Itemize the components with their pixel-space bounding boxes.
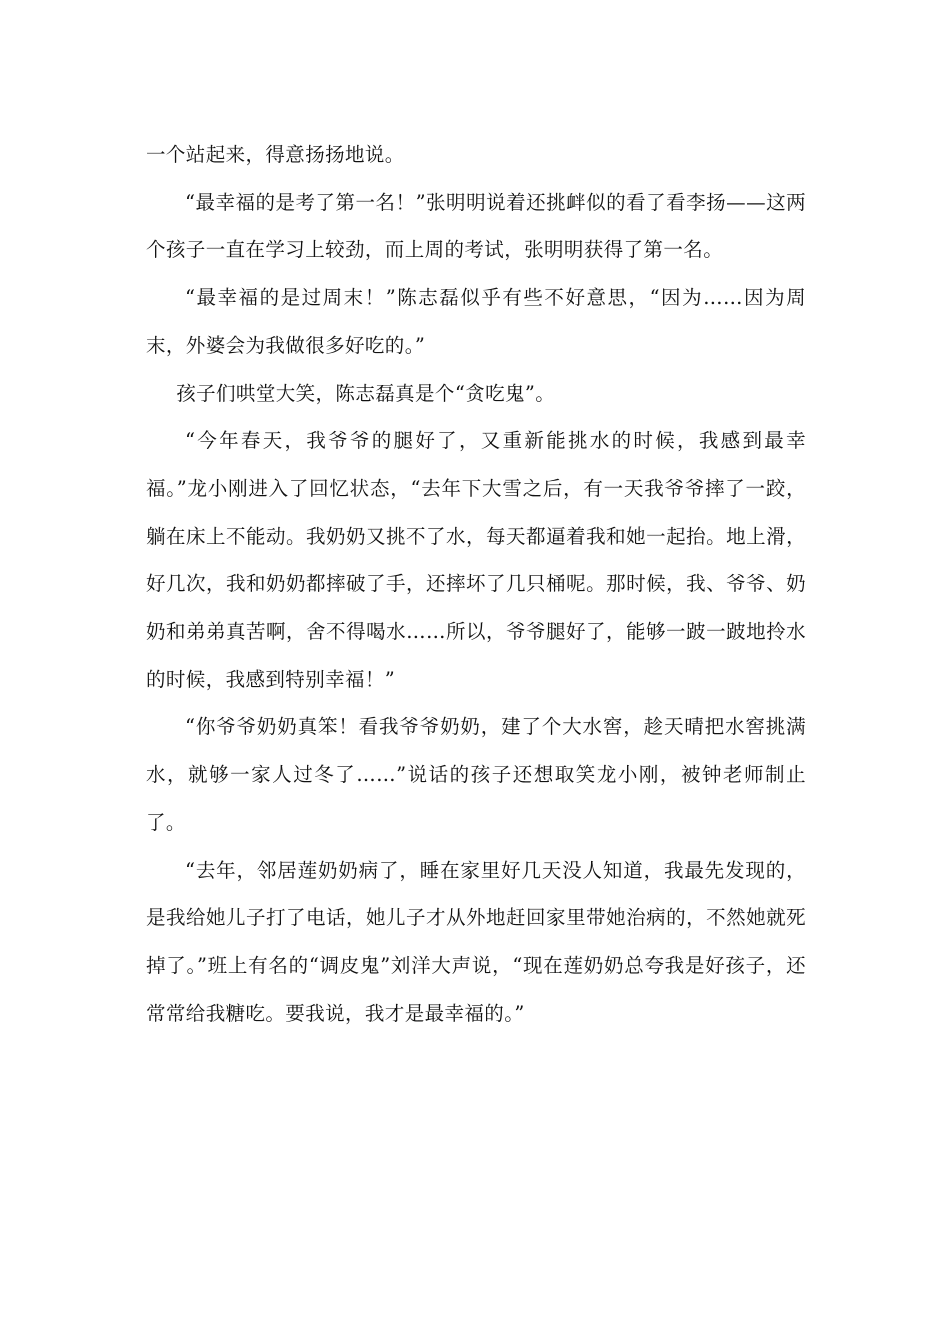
paragraph-1: 一个站起来，得意扬扬地说。 bbox=[146, 143, 405, 166]
paragraph-2: “最幸福的是考了第一名！”张明明说着还挑衅似的看了看李扬——这两个孩子一直在学习上较劲，而上周的考试，张明明获得了第一名。 bbox=[146, 190, 806, 262]
story-text bbox=[146, 131, 806, 1037]
paragraph-4: 孩子们哄堂大笑，陈志磊真是个“贪吃鬼”。 bbox=[176, 381, 556, 405]
paragraph-5: “今年春天，我爷爷的腿好了，又重新能挑水的时候，我感到最幸福。”龙小刚进入了回忆状态，“去年下大雪之后，有一天我爷爷摔了一跤，躺在床上不能动。我奶奶又挑不了水，每天都逼着我和她一起抬。地上滑，好几次，我和奶奶都摔破了手，还摔坏了几只桶呢。那时候，我、爷爷、奶奶和弟弟真苦啊，舍不得喝水……所以，爷爷腿好了，能够一跛一跛地拎水的时候，我感到特别幸福！” bbox=[146, 429, 806, 691]
paragraph-7: “去年，邻居莲奶奶病了，睡在家里好几天没人知道，我最先发现的，是我给她儿子打了电话，她儿子才从外地赶回家里带她治病的，不然她就死掉了。”班上有名的“调皮鬼”刘洋大声说，“现在莲奶奶总夸我是好孩子，还常常给我糖吃。要我说，我才是最幸福的。” bbox=[146, 858, 806, 1025]
paragraph-3: “最幸福的是过周末！”陈志磊似乎有些不好意思，“因为……因为周末，外婆会为我做很多好吃的。” bbox=[146, 286, 806, 357]
paragraph-6: “你爷爷奶奶真笨！看我爷爷奶奶，建了个大水窖，趁天晴把水窖挑满水，就够一家人过冬了……”说话的孩子还想取笑龙小刚，被钟老师制止了。 bbox=[146, 715, 806, 834]
